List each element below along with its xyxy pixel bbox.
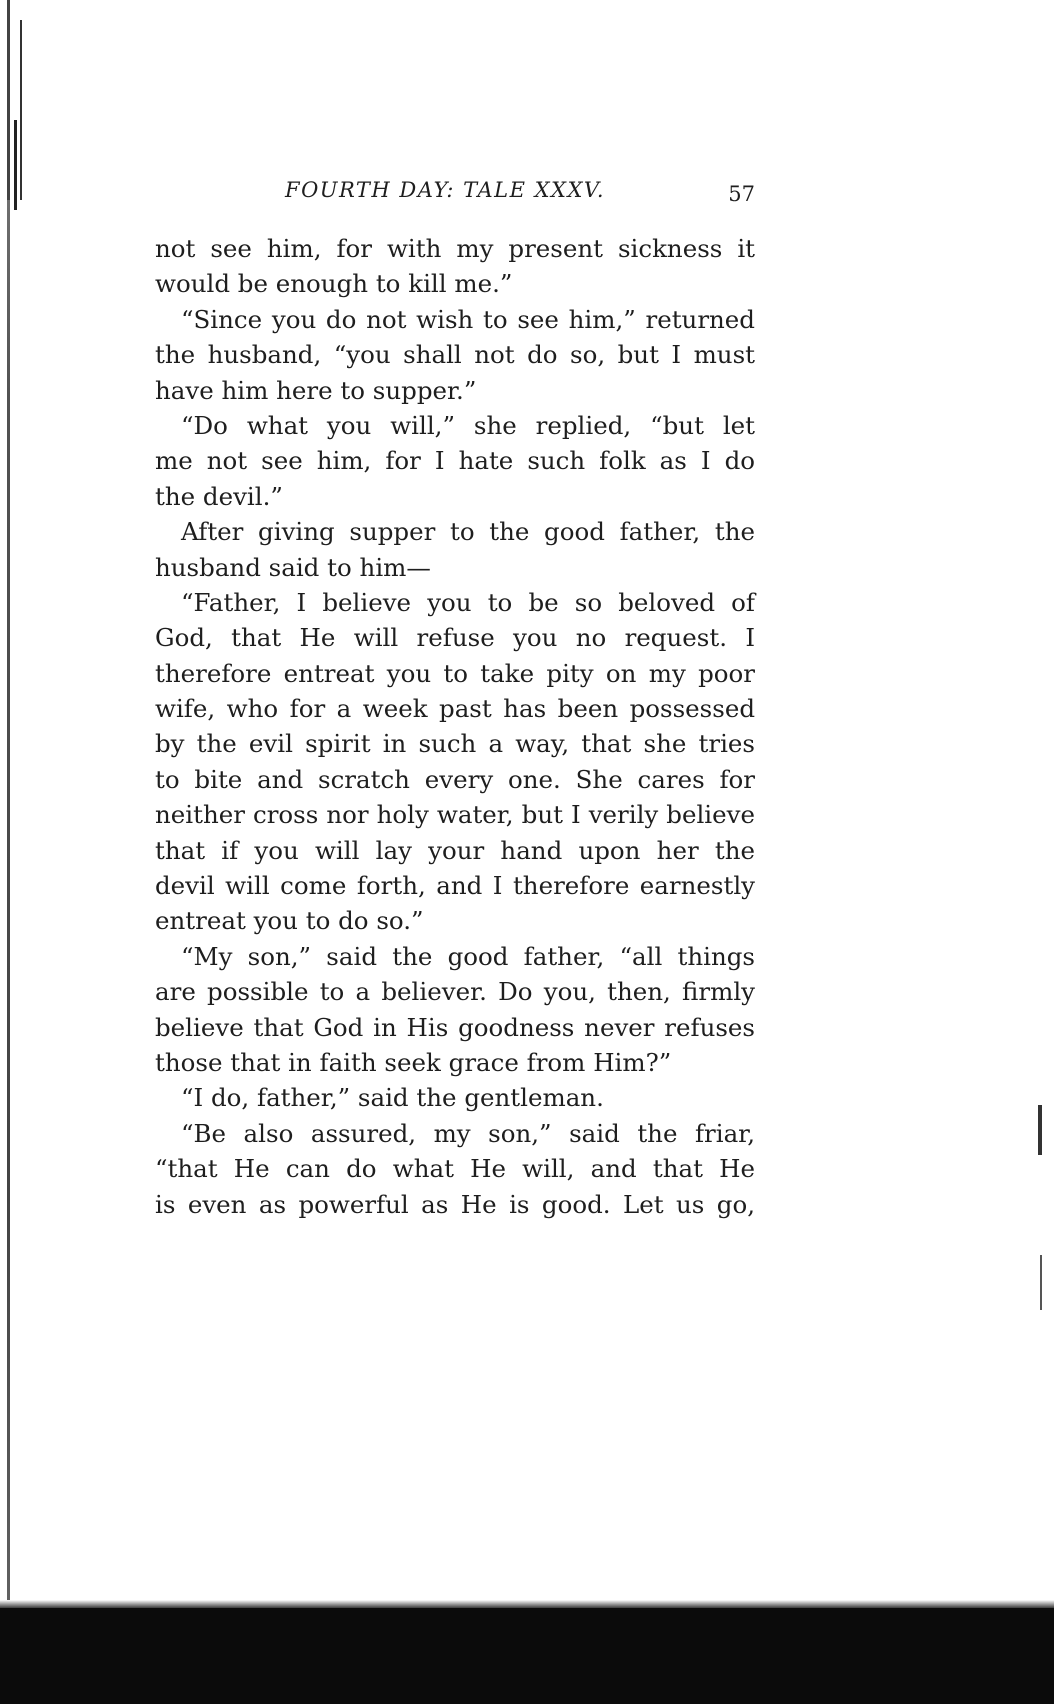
running-head: FOURTH DAY: TALE XXXV. bbox=[285, 178, 606, 202]
scan-edge-mark bbox=[20, 20, 22, 200]
text-line: wife, who for a week past has been possessed bbox=[155, 694, 755, 724]
scan-edge-mark bbox=[1038, 1105, 1042, 1155]
text-line: therefore entreat you to take pity on my poor bbox=[155, 658, 755, 688]
text-line: not see him, for with my present sickness it bbox=[155, 234, 755, 263]
scan-edge-mark bbox=[1040, 1255, 1042, 1310]
text-line: are possible to a believer. Do you, then, firmly bbox=[155, 977, 755, 1007]
text-line: to bite and scratch every one. She cares for bbox=[155, 764, 755, 794]
body-text bbox=[155, 231, 755, 1222]
text-line: husband said to him— bbox=[155, 552, 431, 582]
text-line: the devil.” bbox=[155, 481, 283, 511]
text-line: have him here to supper.” bbox=[155, 375, 477, 405]
text-line: After giving supper to the good father, the bbox=[181, 517, 755, 547]
text-line: that if you will lay your hand upon her the bbox=[155, 835, 755, 865]
text-line: “Father, I believe you to be so beloved of bbox=[181, 587, 755, 617]
text-line: by the evil spirit in such a way, that she tries bbox=[155, 729, 755, 759]
text-line: “Be also assured, my son,” said the friar, bbox=[181, 1118, 755, 1148]
page-header bbox=[155, 178, 755, 212]
text-line: entreat you to do so.” bbox=[155, 906, 424, 936]
text-line: would be enough to kill me.” bbox=[155, 269, 513, 299]
text-line: devil will come forth, and I therefore earnestly bbox=[155, 871, 755, 901]
text-line: “My son,” said the good father, “all things bbox=[181, 941, 755, 971]
scan-bottom-shadow bbox=[0, 1608, 1054, 1704]
text-line: “I do, father,” said the gentleman. bbox=[181, 1083, 604, 1113]
text-line: “Since you do not wish to see him,” returned bbox=[181, 304, 755, 334]
text-line: those that in faith seek grace from Him?” bbox=[155, 1047, 672, 1077]
text-line: “Do what you will,” she replied, “but let bbox=[181, 410, 755, 440]
page-number: 57 bbox=[728, 182, 755, 206]
text-line: “that He can do what He will, and that He bbox=[155, 1154, 755, 1184]
scan-edge-shadow bbox=[7, 0, 10, 1600]
text-line: believe that God in His goodness never refuses bbox=[155, 1012, 755, 1042]
scan-edge-mark bbox=[14, 120, 17, 210]
text-line: God, that He will refuse you no request. I bbox=[155, 623, 755, 653]
text-line: me not see him, for I hate such folk as I do bbox=[155, 446, 755, 476]
text-line: the husband, “you shall not do so, but I must bbox=[155, 340, 755, 370]
text-line: is even as powerful as He is good. Let us go, bbox=[155, 1189, 755, 1219]
text-line: neither cross nor holy water, but I verily believe bbox=[155, 800, 755, 830]
